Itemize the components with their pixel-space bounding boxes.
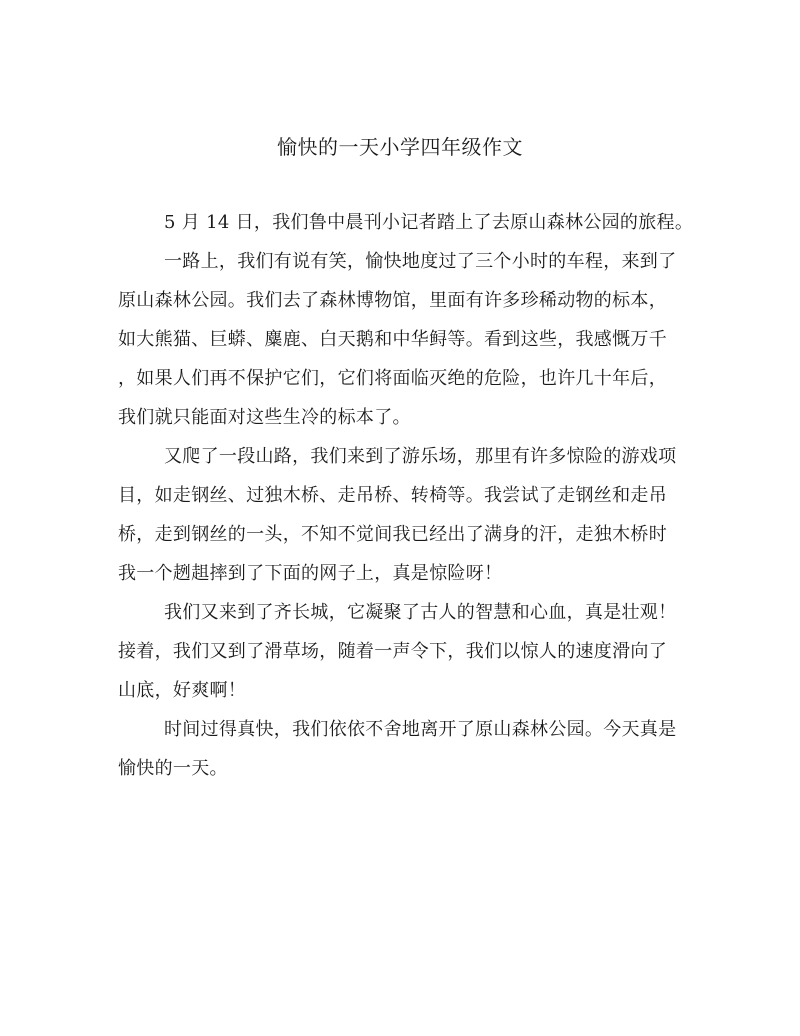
text-line: 一路上，我们有说有笑，愉快地度过了三个小时的车程，来到了: [164, 251, 677, 272]
text-line: 如大熊猫、巨蟒、麋鹿、白天鹅和中华鲟等。看到这些，我感慨万千: [118, 329, 667, 350]
text-line: 我们就只能面对这些生冷的标本了。: [118, 407, 411, 428]
text-line: 我们又来到了齐长城，它凝聚了古人的智慧和心血，真是壮观！: [164, 602, 677, 623]
text-line: 原山森林公园。我们去了森林博物馆，里面有许多珍稀动物的标本，: [118, 290, 667, 311]
text-line: 山底，好爽啊！: [118, 680, 247, 701]
text-line: 愉快的一天。: [118, 758, 228, 779]
document-title: 愉快的一天小学四年级作文: [277, 135, 523, 159]
text-line: 5 月 14 日，我们鲁中晨刊小记者踏上了去原山森林公园的旅程。: [164, 212, 694, 233]
text-line: 接着，我们又到了滑草场，随着一声令下，我们以惊人的速度滑向了: [118, 641, 667, 662]
text-line: 又爬了一段山路，我们来到了游乐场，那里有许多惊险的游戏项: [164, 446, 677, 467]
text-line: 桥，走到钢丝的一头，不知不觉间我已经出了满身的汗，走独木桥时: [118, 524, 667, 545]
text-line: ，如果人们再不保护它们，它们将面临灭绝的危险，也许几十年后，: [118, 368, 667, 389]
essay-body: [118, 203, 694, 788]
text-line: 时间过得真快，我们依依不舍地离开了原山森林公园。今天真是: [164, 719, 677, 740]
text-line: 目，如走钢丝、过独木桥、走吊桥、转椅等。我尝试了走钢丝和走吊: [118, 485, 667, 506]
text-line: 我一个趔趄摔到了下面的网子上，真是惊险呀！: [118, 563, 503, 584]
